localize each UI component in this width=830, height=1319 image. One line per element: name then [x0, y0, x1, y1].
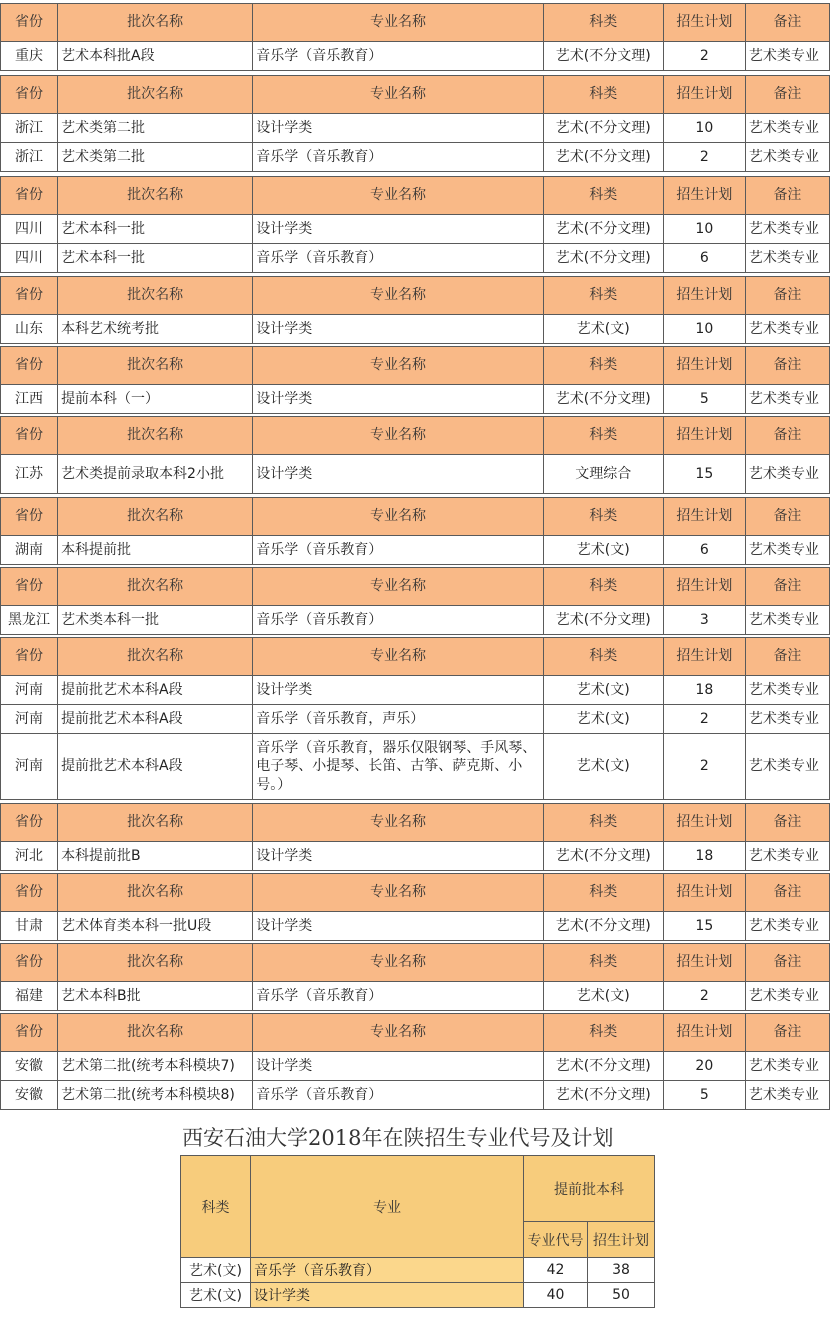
cell-plan: 2: [663, 143, 745, 172]
header-category: 科类: [543, 417, 663, 455]
cell-note: 艺术类专业: [745, 1052, 829, 1081]
header-province: 省份: [1, 4, 58, 42]
header-plan: 招生计划: [663, 874, 745, 912]
cell-category: 艺术(文): [543, 982, 663, 1011]
cell-note: 艺术类专业: [745, 676, 829, 705]
cell-plan: 18: [663, 676, 745, 705]
header-batch: 批次名称: [58, 638, 253, 676]
header-note: 备注: [745, 498, 829, 536]
cell-major: 设计学类: [253, 215, 543, 244]
cell-province: 河南: [1, 705, 58, 734]
header-note: 备注: [745, 638, 829, 676]
shaanxi-row-code: 42: [524, 1258, 588, 1283]
header-province: 省份: [1, 417, 58, 455]
table-header-row: [1, 874, 830, 912]
table-row: [1, 114, 830, 143]
header-major: 专业名称: [253, 417, 543, 455]
cell-batch: 艺术类第二批: [58, 143, 253, 172]
cell-major: 设计学类: [253, 842, 543, 871]
cell-province: 河北: [1, 842, 58, 871]
header-category: 科类: [543, 874, 663, 912]
province-table: [0, 567, 830, 635]
cell-note: 艺术类专业: [745, 215, 829, 244]
shaanxi-row-category: 艺术(文): [181, 1258, 251, 1283]
header-batch: 批次名称: [58, 874, 253, 912]
shaanxi-header-category: 科类: [181, 1156, 251, 1258]
cell-batch: 提前批艺术本科A段: [58, 734, 253, 800]
table-row: [1, 676, 830, 705]
province-table: [0, 943, 830, 1011]
shaanxi-title: 西安石油大学2018年在陕招生专业代号及计划: [182, 1126, 614, 1150]
cell-batch: 本科提前批B: [58, 842, 253, 871]
cell-province: 浙江: [1, 114, 58, 143]
header-major: 专业名称: [253, 76, 543, 114]
cell-major: 设计学类: [253, 676, 543, 705]
header-note: 备注: [745, 1014, 829, 1052]
cell-province: 江苏: [1, 455, 58, 494]
cell-province: 湖南: [1, 536, 58, 565]
table-header-row: [1, 4, 830, 42]
cell-category: 艺术(不分文理): [543, 114, 663, 143]
shaanxi-plan-section: [180, 1121, 656, 1308]
cell-major: 设计学类: [253, 114, 543, 143]
header-province: 省份: [1, 568, 58, 606]
table-row: [1, 912, 830, 941]
header-category: 科类: [543, 804, 663, 842]
header-note: 备注: [745, 417, 829, 455]
header-batch: 批次名称: [58, 417, 253, 455]
cell-batch: 艺术类提前录取本科2小批: [58, 455, 253, 494]
table-header-row: [1, 498, 830, 536]
cell-major: 音乐学（音乐教育，器乐仅限钢琴、手风琴、电子琴、小提琴、长笛、古筝、萨克斯、小号。）: [253, 734, 543, 800]
header-note: 备注: [745, 944, 829, 982]
header-note: 备注: [745, 347, 829, 385]
cell-batch: 艺术本科批A段: [58, 42, 253, 71]
cell-major: 设计学类: [253, 1052, 543, 1081]
cell-note: 艺术类专业: [745, 842, 829, 871]
table-row: [1, 315, 830, 344]
cell-plan: 2: [663, 734, 745, 800]
header-note: 备注: [745, 568, 829, 606]
header-province: 省份: [1, 277, 58, 315]
header-category: 科类: [543, 944, 663, 982]
cell-plan: 5: [663, 1081, 745, 1110]
cell-note: 艺术类专业: [745, 1081, 829, 1110]
header-note: 备注: [745, 804, 829, 842]
cell-major: 设计学类: [253, 315, 543, 344]
table-row: [1, 143, 830, 172]
province-table: [0, 3, 830, 71]
cell-category: 艺术(不分文理): [543, 42, 663, 71]
header-note: 备注: [745, 177, 829, 215]
header-category: 科类: [543, 347, 663, 385]
shaanxi-row-major: 设计学类: [251, 1283, 524, 1308]
header-plan: 招生计划: [663, 498, 745, 536]
header-plan: 招生计划: [663, 277, 745, 315]
cell-plan: 6: [663, 244, 745, 273]
cell-category: 艺术(不分文理): [543, 385, 663, 414]
header-major: 专业名称: [253, 347, 543, 385]
table-header-row: [1, 568, 830, 606]
cell-batch: 本科艺术统考批: [58, 315, 253, 344]
header-province: 省份: [1, 638, 58, 676]
cell-plan: 15: [663, 455, 745, 494]
header-major: 专业名称: [253, 874, 543, 912]
province-table: [0, 1013, 830, 1110]
header-province: 省份: [1, 76, 58, 114]
table-row: [1, 244, 830, 273]
province-table: [0, 497, 830, 565]
header-batch: 批次名称: [58, 498, 253, 536]
header-note: 备注: [745, 4, 829, 42]
cell-plan: 10: [663, 114, 745, 143]
cell-category: 艺术(不分文理): [543, 912, 663, 941]
header-major: 专业名称: [253, 1014, 543, 1052]
table-header-row: [1, 277, 830, 315]
header-batch: 批次名称: [58, 177, 253, 215]
cell-note: 艺术类专业: [745, 114, 829, 143]
table-header-row: [1, 804, 830, 842]
cell-plan: 20: [663, 1052, 745, 1081]
header-major: 专业名称: [253, 638, 543, 676]
cell-province: 安徽: [1, 1081, 58, 1110]
cell-province: 浙江: [1, 143, 58, 172]
shaanxi-row-plan: 50: [588, 1283, 655, 1308]
header-category: 科类: [543, 177, 663, 215]
header-category: 科类: [543, 4, 663, 42]
cell-major: 音乐学（音乐教育）: [253, 1081, 543, 1110]
province-table: [0, 873, 830, 941]
header-province: 省份: [1, 347, 58, 385]
cell-province: 甘肃: [1, 912, 58, 941]
cell-province: 重庆: [1, 42, 58, 71]
table-row: [1, 1052, 830, 1081]
table-row: [1, 536, 830, 565]
cell-plan: 2: [663, 705, 745, 734]
table-row: [1, 842, 830, 871]
cell-category: 艺术(文): [543, 734, 663, 800]
cell-note: 艺术类专业: [745, 606, 829, 635]
table-row: [1, 455, 830, 494]
cell-category: 艺术(不分文理): [543, 606, 663, 635]
table-header-row: [1, 417, 830, 455]
cell-province: 江西: [1, 385, 58, 414]
table-header-row: [1, 76, 830, 114]
header-major: 专业名称: [253, 944, 543, 982]
shaanxi-header-group: 提前批本科: [524, 1156, 655, 1222]
cell-major: 音乐学（音乐教育）: [253, 42, 543, 71]
cell-province: 河南: [1, 734, 58, 800]
table-row: [1, 215, 830, 244]
header-plan: 招生计划: [663, 944, 745, 982]
header-plan: 招生计划: [663, 177, 745, 215]
cell-category: 艺术(不分文理): [543, 1081, 663, 1110]
table-row: [1, 385, 830, 414]
cell-batch: 本科提前批: [58, 536, 253, 565]
header-batch: 批次名称: [58, 4, 253, 42]
table-header-row: [1, 1014, 830, 1052]
cell-batch: 提前批艺术本科A段: [58, 676, 253, 705]
header-plan: 招生计划: [663, 638, 745, 676]
table-row: [1, 734, 830, 800]
header-plan: 招生计划: [663, 804, 745, 842]
cell-batch: 艺术类第二批: [58, 114, 253, 143]
cell-category: 文理综合: [543, 455, 663, 494]
header-major: 专业名称: [253, 177, 543, 215]
cell-category: 艺术(文): [543, 536, 663, 565]
cell-province: 安徽: [1, 1052, 58, 1081]
table-row: [1, 982, 830, 1011]
header-province: 省份: [1, 874, 58, 912]
cell-note: 艺术类专业: [745, 143, 829, 172]
cell-plan: 2: [663, 42, 745, 71]
cell-note: 艺术类专业: [745, 912, 829, 941]
header-province: 省份: [1, 1014, 58, 1052]
shaanxi-table: [180, 1155, 655, 1308]
header-province: 省份: [1, 944, 58, 982]
cell-note: 艺术类专业: [745, 315, 829, 344]
cell-plan: 6: [663, 536, 745, 565]
header-plan: 招生计划: [663, 347, 745, 385]
shaanxi-row-plan: 38: [588, 1258, 655, 1283]
cell-category: 艺术(文): [543, 315, 663, 344]
header-major: 专业名称: [253, 277, 543, 315]
cell-category: 艺术(不分文理): [543, 842, 663, 871]
shaanxi-header-code: 专业代号: [524, 1222, 588, 1258]
province-table: [0, 346, 830, 414]
cell-plan: 10: [663, 215, 745, 244]
header-note: 备注: [745, 277, 829, 315]
cell-major: 音乐学（音乐教育，声乐）: [253, 705, 543, 734]
cell-category: 艺术(不分文理): [543, 244, 663, 273]
shaanxi-row-category: 艺术(文): [181, 1283, 251, 1308]
header-category: 科类: [543, 498, 663, 536]
header-batch: 批次名称: [58, 804, 253, 842]
cell-category: 艺术(文): [543, 705, 663, 734]
province-table: [0, 276, 830, 344]
header-category: 科类: [543, 277, 663, 315]
cell-plan: 15: [663, 912, 745, 941]
table-row: [1, 606, 830, 635]
table-header-row: [1, 347, 830, 385]
table-header-row: [1, 944, 830, 982]
header-plan: 招生计划: [663, 568, 745, 606]
cell-note: 艺术类专业: [745, 536, 829, 565]
table-row: [1, 1081, 830, 1110]
cell-batch: 艺术体育类本科一批U段: [58, 912, 253, 941]
cell-batch: 艺术本科B批: [58, 982, 253, 1011]
header-plan: 招生计划: [663, 417, 745, 455]
province-table: [0, 75, 830, 172]
cell-batch: 提前批艺术本科A段: [58, 705, 253, 734]
shaanxi-row-code: 40: [524, 1283, 588, 1308]
cell-category: 艺术(不分文理): [543, 1052, 663, 1081]
header-category: 科类: [543, 76, 663, 114]
cell-province: 福建: [1, 982, 58, 1011]
table-header-row: [1, 638, 830, 676]
table-row: [1, 42, 830, 71]
cell-major: 音乐学（音乐教育）: [253, 982, 543, 1011]
header-province: 省份: [1, 498, 58, 536]
header-major: 专业名称: [253, 4, 543, 42]
header-batch: 批次名称: [58, 76, 253, 114]
header-batch: 批次名称: [58, 568, 253, 606]
cell-major: 音乐学（音乐教育）: [253, 536, 543, 565]
cell-batch: 艺术类本科一批: [58, 606, 253, 635]
cell-note: 艺术类专业: [745, 982, 829, 1011]
cell-category: 艺术(不分文理): [543, 215, 663, 244]
cell-batch: 艺术本科一批: [58, 244, 253, 273]
cell-batch: 艺术第二批(统考本科模块7): [58, 1052, 253, 1081]
province-table: [0, 416, 830, 494]
cell-province: 四川: [1, 215, 58, 244]
header-category: 科类: [543, 1014, 663, 1052]
cell-major: 设计学类: [253, 912, 543, 941]
shaanxi-row-major: 音乐学（音乐教育）: [251, 1258, 524, 1283]
cell-category: 艺术(文): [543, 676, 663, 705]
header-province: 省份: [1, 804, 58, 842]
header-note: 备注: [745, 76, 829, 114]
cell-province: 河南: [1, 676, 58, 705]
cell-major: 设计学类: [253, 455, 543, 494]
cell-category: 艺术(不分文理): [543, 143, 663, 172]
cell-plan: 10: [663, 315, 745, 344]
cell-plan: 2: [663, 982, 745, 1011]
header-plan: 招生计划: [663, 4, 745, 42]
table-header-row: [1, 177, 830, 215]
cell-note: 艺术类专业: [745, 455, 829, 494]
cell-plan: 5: [663, 385, 745, 414]
header-batch: 批次名称: [58, 347, 253, 385]
header-major: 专业名称: [253, 804, 543, 842]
cell-note: 艺术类专业: [745, 244, 829, 273]
header-plan: 招生计划: [663, 1014, 745, 1052]
header-batch: 批次名称: [58, 944, 253, 982]
table-row: [1, 705, 830, 734]
cell-major: 音乐学（音乐教育）: [253, 143, 543, 172]
cell-note: 艺术类专业: [745, 734, 829, 800]
cell-batch: 艺术第二批(统考本科模块8): [58, 1081, 253, 1110]
cell-plan: 3: [663, 606, 745, 635]
cell-province: 山东: [1, 315, 58, 344]
cell-plan: 18: [663, 842, 745, 871]
header-note: 备注: [745, 874, 829, 912]
cell-note: 艺术类专业: [745, 385, 829, 414]
cell-batch: 提前本科（一）: [58, 385, 253, 414]
cell-major: 设计学类: [253, 385, 543, 414]
header-category: 科类: [543, 638, 663, 676]
shaanxi-header-major: 专业: [251, 1156, 524, 1258]
cell-province: 四川: [1, 244, 58, 273]
cell-batch: 艺术本科一批: [58, 215, 253, 244]
cell-province: 黑龙江: [1, 606, 58, 635]
header-plan: 招生计划: [663, 76, 745, 114]
header-major: 专业名称: [253, 568, 543, 606]
province-table: [0, 803, 830, 871]
cell-note: 艺术类专业: [745, 42, 829, 71]
province-table: [0, 176, 830, 273]
header-major: 专业名称: [253, 498, 543, 536]
shaanxi-header-plan: 招生计划: [588, 1222, 655, 1258]
header-batch: 批次名称: [58, 1014, 253, 1052]
header-province: 省份: [1, 177, 58, 215]
header-batch: 批次名称: [58, 277, 253, 315]
cell-note: 艺术类专业: [745, 705, 829, 734]
cell-major: 音乐学（音乐教育）: [253, 244, 543, 273]
province-table: [0, 637, 830, 800]
cell-major: 音乐学（音乐教育）: [253, 606, 543, 635]
header-category: 科类: [543, 568, 663, 606]
